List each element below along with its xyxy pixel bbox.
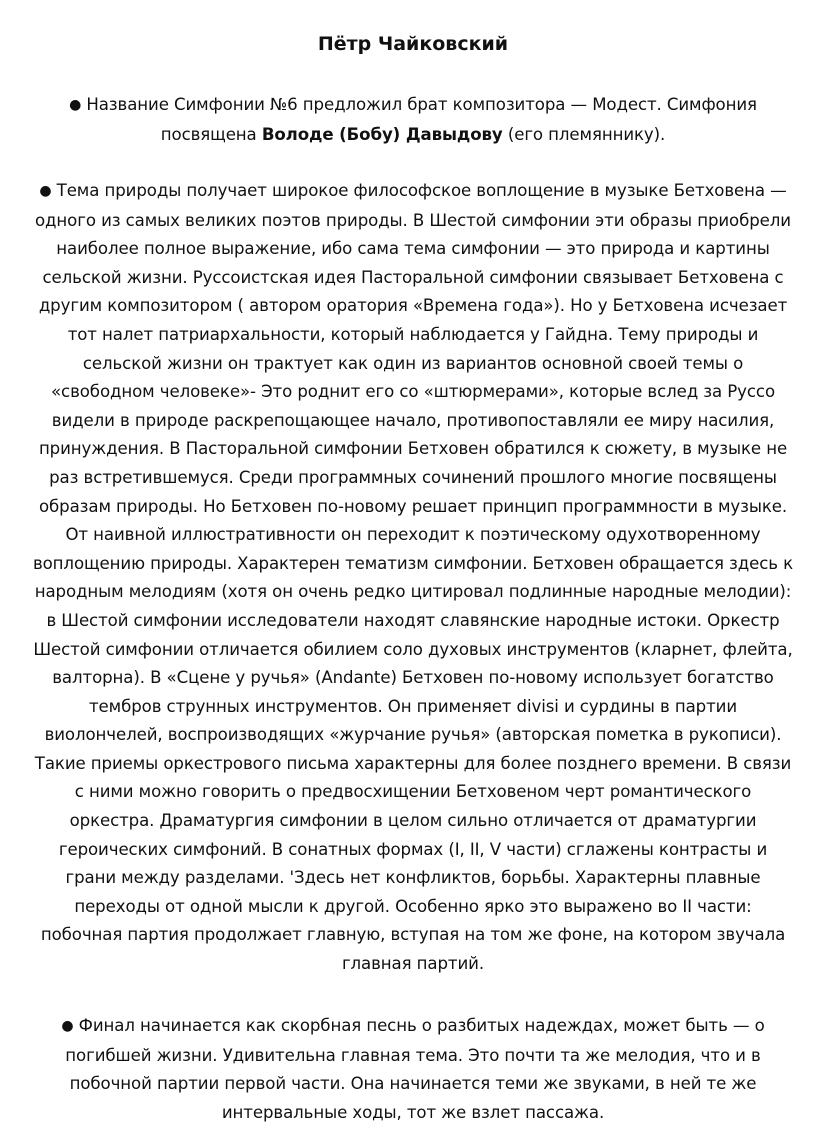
paragraph-text: (его племяннику). xyxy=(502,124,666,144)
paragraph-text: Финал начинается как скорбная песнь о разбитых надеждах, может быть — о погибшей жизни. Удивительна главная тема. Это почти та же мелодия, что и в побочной партии первой части. Она начинается теми же звуками, в ней те же интервальные ходы, тот же взлет пассажа. xyxy=(65,1016,765,1122)
bullet-icon: ● xyxy=(39,183,52,199)
paragraph-symphony-name xyxy=(32,91,794,149)
bullet-icon: ● xyxy=(69,97,82,113)
paragraph-text: Тема природы получает широкое философское воплощение в музыке Бетховена — одного из самых великих поэтов природы. В Шестой симфонии эти образы приобрели наиболее полное выражение, ибо сама тема симфонии — это природа и картины сельской жизни. Руссоистская идея Пасторальной симфонии связывает Бетховена с другим композитором ( автором оратория «Времена года»). Но у Бетховена исчезает тот налет патриархальности, который наблюдается у Гайдна. Тему природы и сельской жизни он трактует как один из вариантов основной своей темы о «свободном человеке»- Это роднит его со «штюрмерами», которые вслед за Руссо видели в природе раскрепощающее начало, противопоставляли ее миру насилия, принуждения. В Пасторальной симфонии Бетховен обратился к сюжету, в музыке не раз встретившемуся. Среди программных сочинений прошлого многие посвящены образам природы. Но Бетховен по-новому решает принцип программности в музыке. От наивной иллюстративности он переходит к поэтическому одухотворенному воплощению природы. Характерен тематизм симфонии. Бетховен обращается здесь к народным мелодиям (хотя он очень редко цитировал подлинные народные мелодии): в Шестой симфонии исследователи находят славянские народные истоки. Оркестр Шестой симфонии отличается обилием соло духовых инструментов (кларнет, флейта, валторна). В «Сцене у ручья» (Andante) Бетховен по-новому использует богатство тембров струнных инструментов. Он применяет divisi и сурдины в партии виолончелей, воспроизводящих «журчание ручья» (авторская пометка в рукописи). Такие приемы оркестрового письма характерны для более позднего времени. В связи с ними можно говорить о предвосхищении Бетховеном черт романтического оркестра. Драматургия симфонии в целом сильно отличается от драматургии героических симфоний. В сонатных формах (I, II, V части) сглажены контрасты и грани между разделами. 'Здесь нет конфликтов, борьбы. Характерны плавные переходы от одной мысли к другой. Особенно ярко это выражено во II части: побочная партия продолжает главную, вступая на том же фоне, на котором звучала главная партий. xyxy=(32,181,794,974)
bullet-icon: ● xyxy=(61,1018,74,1034)
dedicatee-name: Володе (Бобу) Давыдову xyxy=(261,124,503,144)
page-title: Пётр Чайковский xyxy=(317,33,509,55)
paragraph-finale xyxy=(32,1012,794,1127)
paragraph-text: Название Симфонии №6 предложил брат композитора — Модест. Симфония посвящена xyxy=(81,95,757,144)
paragraph-nature-theme xyxy=(32,177,794,979)
